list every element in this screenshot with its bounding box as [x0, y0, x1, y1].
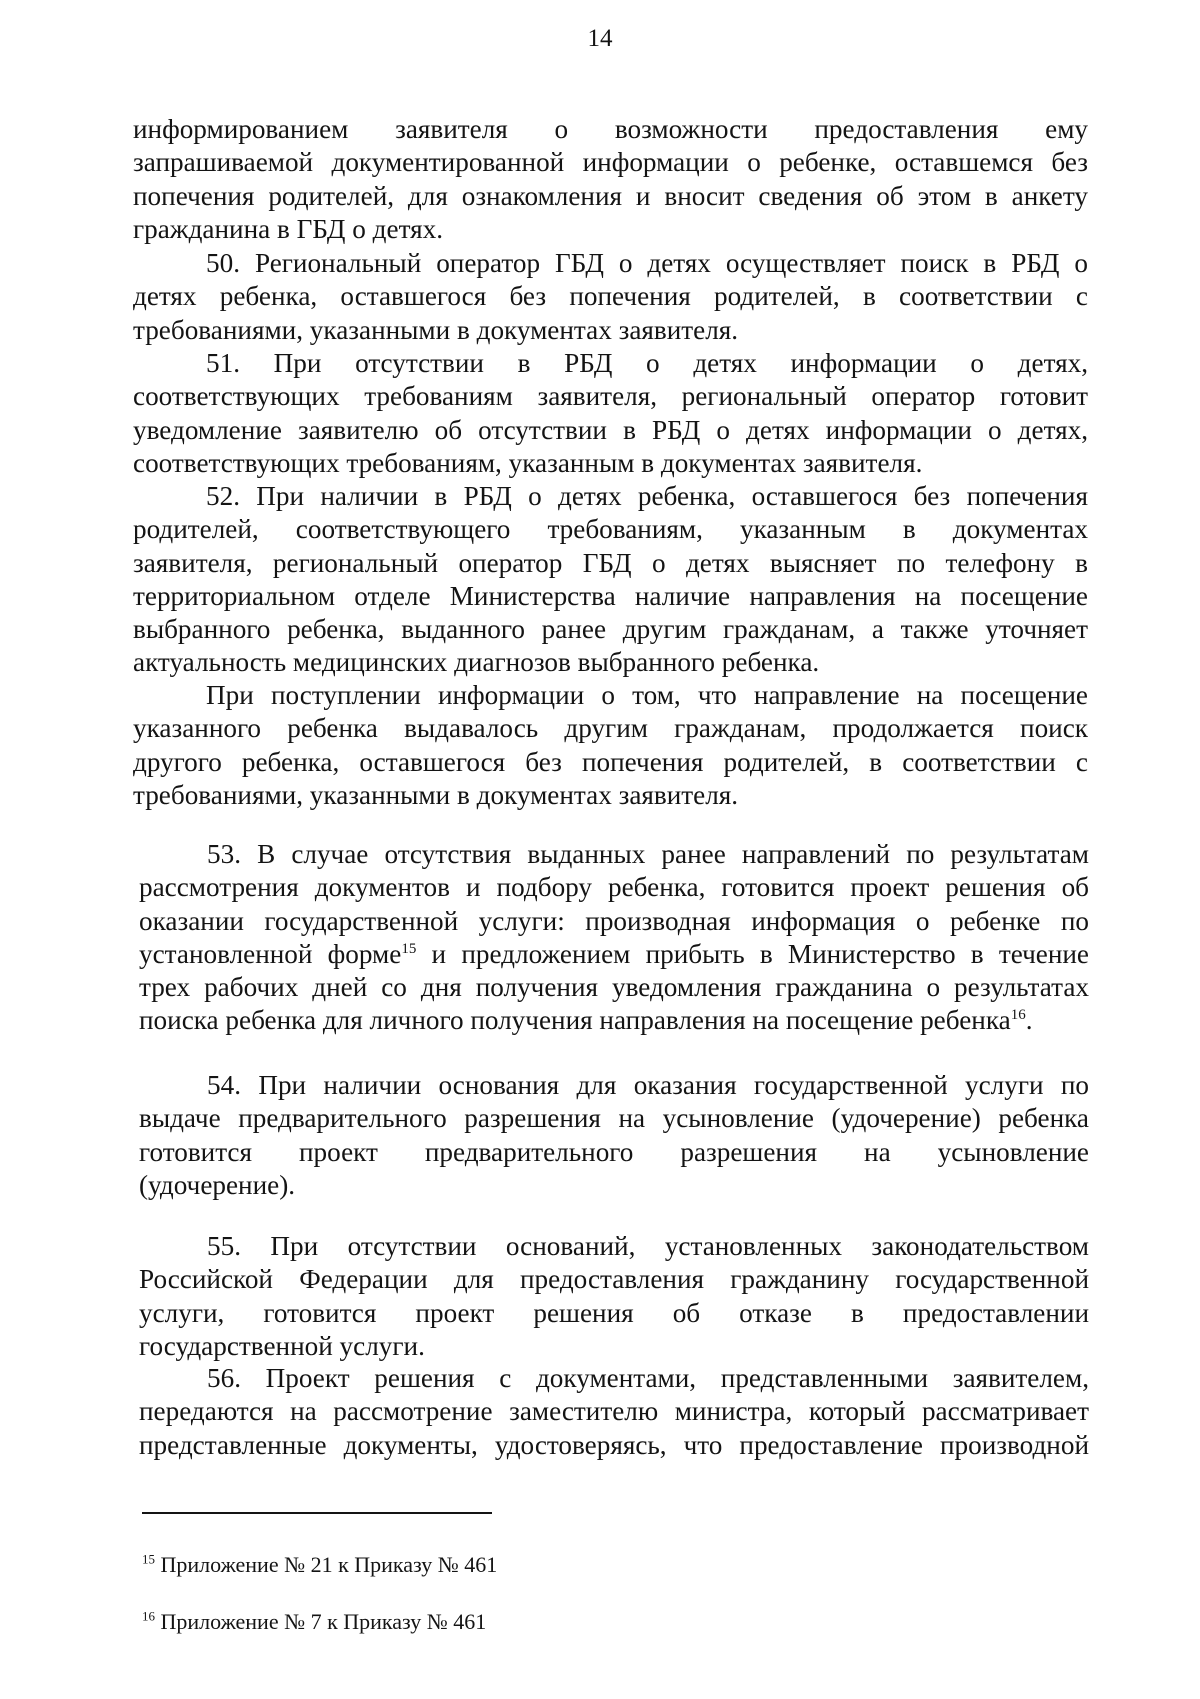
text-fragment: .	[1025, 1005, 1033, 1036]
text-line: 50. Региональный оператор ГБД о детях осуществляет поиск в РБД о	[206, 248, 1088, 278]
text-line: требованиями, указанными в документах заявителя.	[133, 779, 739, 810]
text-line: детях ребенка, оставшегося без попечения родителей, в соответствии с	[133, 281, 1088, 312]
text-line: информированием заявителя о возможности предоставления ему	[133, 114, 1088, 144]
text-fragment: поиска ребенка для личного получения направления на посещение ребенка	[139, 1005, 1011, 1036]
paragraph-continuation	[133, 113, 1088, 246]
text-line: передаются на рассмотрение заместителю министра, который рассматривает	[139, 1396, 1089, 1427]
text-line: выдаче предварительного разрешения на усыновление (удочерение) ребенка	[139, 1103, 1089, 1134]
text-line: родителей, соответствующего требованиям, указанным в документах	[133, 514, 1088, 545]
text-line: (удочерение).	[139, 1169, 296, 1200]
text-line: 52. При наличии в РБД о детях ребенка, оставшегося без попечения	[206, 481, 1088, 511]
text-line: 51. При отсутствии в РБД о детях информации о детях,	[206, 348, 1088, 378]
text-line: гражданина в ГБД о детях.	[133, 213, 443, 244]
text-line: Российской Федерации для предоставления гражданину государственной	[139, 1264, 1089, 1295]
text-line: выбранного ребенка, выданного ранее другим гражданам, а также уточняет	[133, 614, 1088, 645]
text-line: услуги, готовится проект решения об отказе в предоставлении	[139, 1297, 1089, 1328]
text-line: 55. При отсутствии оснований, установленных законодательством	[207, 1231, 1089, 1261]
text-line: актуальность медицинских диагнозов выбранного ребенка.	[133, 647, 820, 678]
footnote-divider	[142, 1512, 492, 1514]
text-line: 56. Проект решения с документами, представленными заявителем,	[207, 1363, 1089, 1393]
paragraph-52	[133, 480, 1088, 680]
footnote-15	[142, 1550, 497, 1580]
text-line: попечения родителей, для ознакомления и вносит сведения об этом в анкету	[133, 180, 1088, 211]
text-line: требованиями, указанными в документах заявителя.	[133, 314, 739, 345]
text-line: 54. При наличии основания для оказания государственной услуги по	[207, 1070, 1089, 1100]
text-fragment: установленной форме	[139, 938, 402, 969]
text-line: соответствующих требованиям заявителя, региональный оператор готовит	[133, 381, 1088, 412]
text-line: представленные документы, удостоверяясь, что предоставление производной	[139, 1429, 1089, 1460]
text-line: рассмотрения документов и подбору ребенка, готовится проект решения об	[139, 872, 1089, 903]
text-line: оказании государственной услуги: производная информация о ребенке по	[139, 905, 1089, 936]
footnote-16	[142, 1607, 486, 1637]
text-line: территориальном отделе Министерства наличие направления на посещение	[133, 580, 1088, 611]
paragraph-55	[139, 1230, 1089, 1363]
page-number: 14	[587, 25, 613, 52]
text-line: трех рабочих дней со дня получения уведомления гражданина о результатах	[139, 972, 1089, 1003]
footnote-ref-15[interactable]: 15	[401, 940, 417, 957]
text-line: 53. В случае отсутствия выданных ранее направлений по результатам	[207, 839, 1089, 869]
paragraph-50	[133, 247, 1088, 347]
footnote-text: Приложение № 7 к Приказу № 461	[155, 1609, 487, 1634]
paragraph-56	[139, 1362, 1089, 1462]
text-line: готовится проект предварительного разрешения на усыновление	[139, 1136, 1089, 1167]
text-line: заявителя, региональный оператор ГБД о детях выясняет по телефону в	[133, 547, 1088, 578]
footnote-text: Приложение № 21 к Приказу № 461	[155, 1552, 498, 1577]
paragraph-51	[133, 347, 1088, 480]
text-line	[139, 1004, 1089, 1037]
paragraph-53	[139, 838, 1089, 1038]
footnote-mark: 15	[142, 1551, 155, 1567]
text-line: другого ребенка, оставшегося без попечения родителей, в соответствии с	[133, 746, 1088, 777]
text-line: запрашиваемой документированной информации о ребенке, оставшемся без	[133, 147, 1088, 178]
paragraph-52-continued	[133, 679, 1088, 812]
text-line: указанного ребенка выдавалось другим гражданам, продолжается поиск	[133, 713, 1088, 744]
text-line: уведомление заявителю об отсутствии в РБД о детях информации о детях,	[133, 414, 1088, 445]
text-line: государственной услуги.	[139, 1330, 425, 1361]
footnote-ref-16[interactable]: 16	[1010, 1007, 1026, 1024]
text-line: соответствующих требованиям, указанным в документах заявителя.	[133, 447, 923, 478]
footnote-mark: 16	[142, 1608, 155, 1624]
text-line	[139, 938, 1089, 971]
text-line: При поступлении информации о том, что направление на посещение	[206, 680, 1088, 710]
text-fragment: и предложением прибыть в Министерство в течение	[416, 938, 1089, 969]
paragraph-54	[139, 1069, 1089, 1202]
